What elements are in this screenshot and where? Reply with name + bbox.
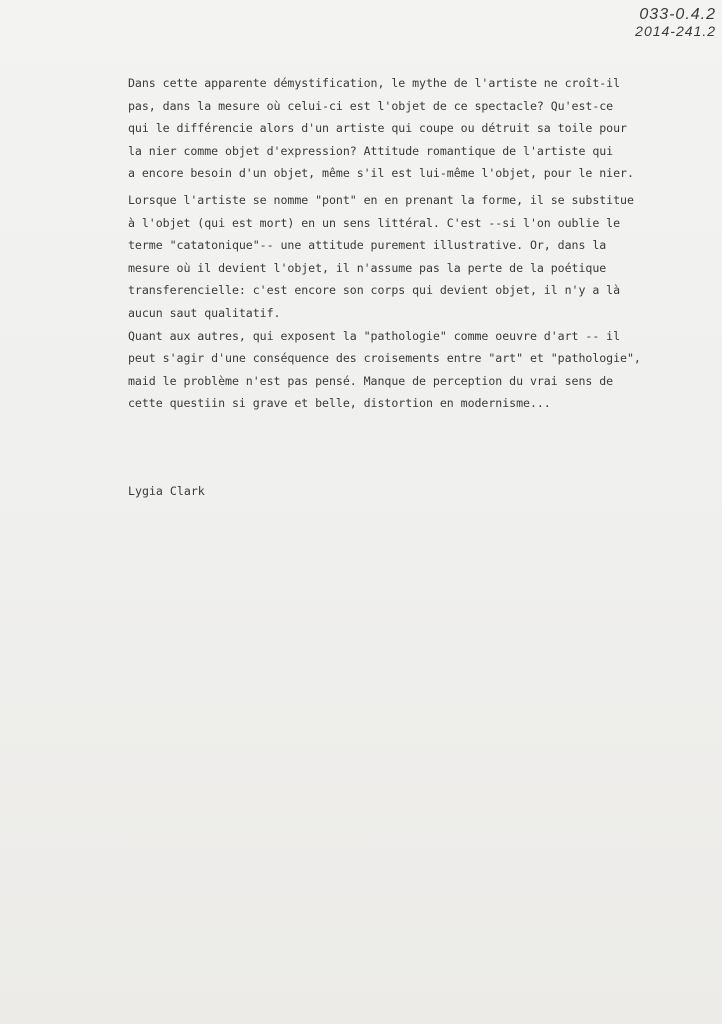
text-line: transferencielle: c'est encore son corps qui devient objet, il n'y a là [128, 283, 621, 298]
text-line: Dans cette apparente démystification, le mythe de l'artiste ne croît-il [128, 76, 621, 90]
archive-reference [635, 6, 716, 40]
text-line: a encore besoin d'un objet, même s'il est lui-même l'objet, pour le nier. [128, 166, 634, 181]
text-line: cette questiin si grave et belle, distortion en modernisme... [128, 396, 551, 411]
text-line: la nier comme objet d'expression? Attitude romantique de l'artiste qui [128, 143, 614, 158]
signature: Lygia Clark [128, 484, 205, 498]
text-line: à l'objet (qui est mort) en un sens littéral. C'est --si l'on oublie le [128, 215, 621, 230]
text-line: pas, dans la mesure où celui-ci est l'objet de ce spectacle? Qu'est-ce [128, 98, 614, 113]
text-line: maid le problème n'est pas pensé. Manque de perception du vrai sens de [128, 373, 614, 388]
archive-code-line-1: 033-0.4.2 [639, 6, 716, 23]
text-line: mesure où il devient l'objet, il n'assume pas la perte de la poétique [128, 260, 607, 275]
paragraph-2 [128, 189, 718, 415]
typed-letter-body [128, 72, 718, 415]
text-line: peut s'agir d'une conséquence des croisements entre "art" et "pathologie", [128, 351, 641, 366]
text-line: Lorsque l'artiste se nomme "pont" en en prenant la forme, il se substitue [128, 192, 634, 207]
text-line: terme "catatonique"-- une attitude purement illustrative. Or, dans la [128, 238, 607, 253]
text-line: aucun saut qualitatif. [128, 305, 281, 320]
text-line: qui le différencie alors d'un artiste qui coupe ou détruit sa toile pour [128, 121, 627, 136]
archive-code-line-2: 2014-241.2 [635, 23, 716, 39]
text-line: Quant aux autres, qui exposent la "pathologie" comme oeuvre d'art -- il [128, 328, 621, 343]
paragraph-1 [128, 72, 718, 185]
